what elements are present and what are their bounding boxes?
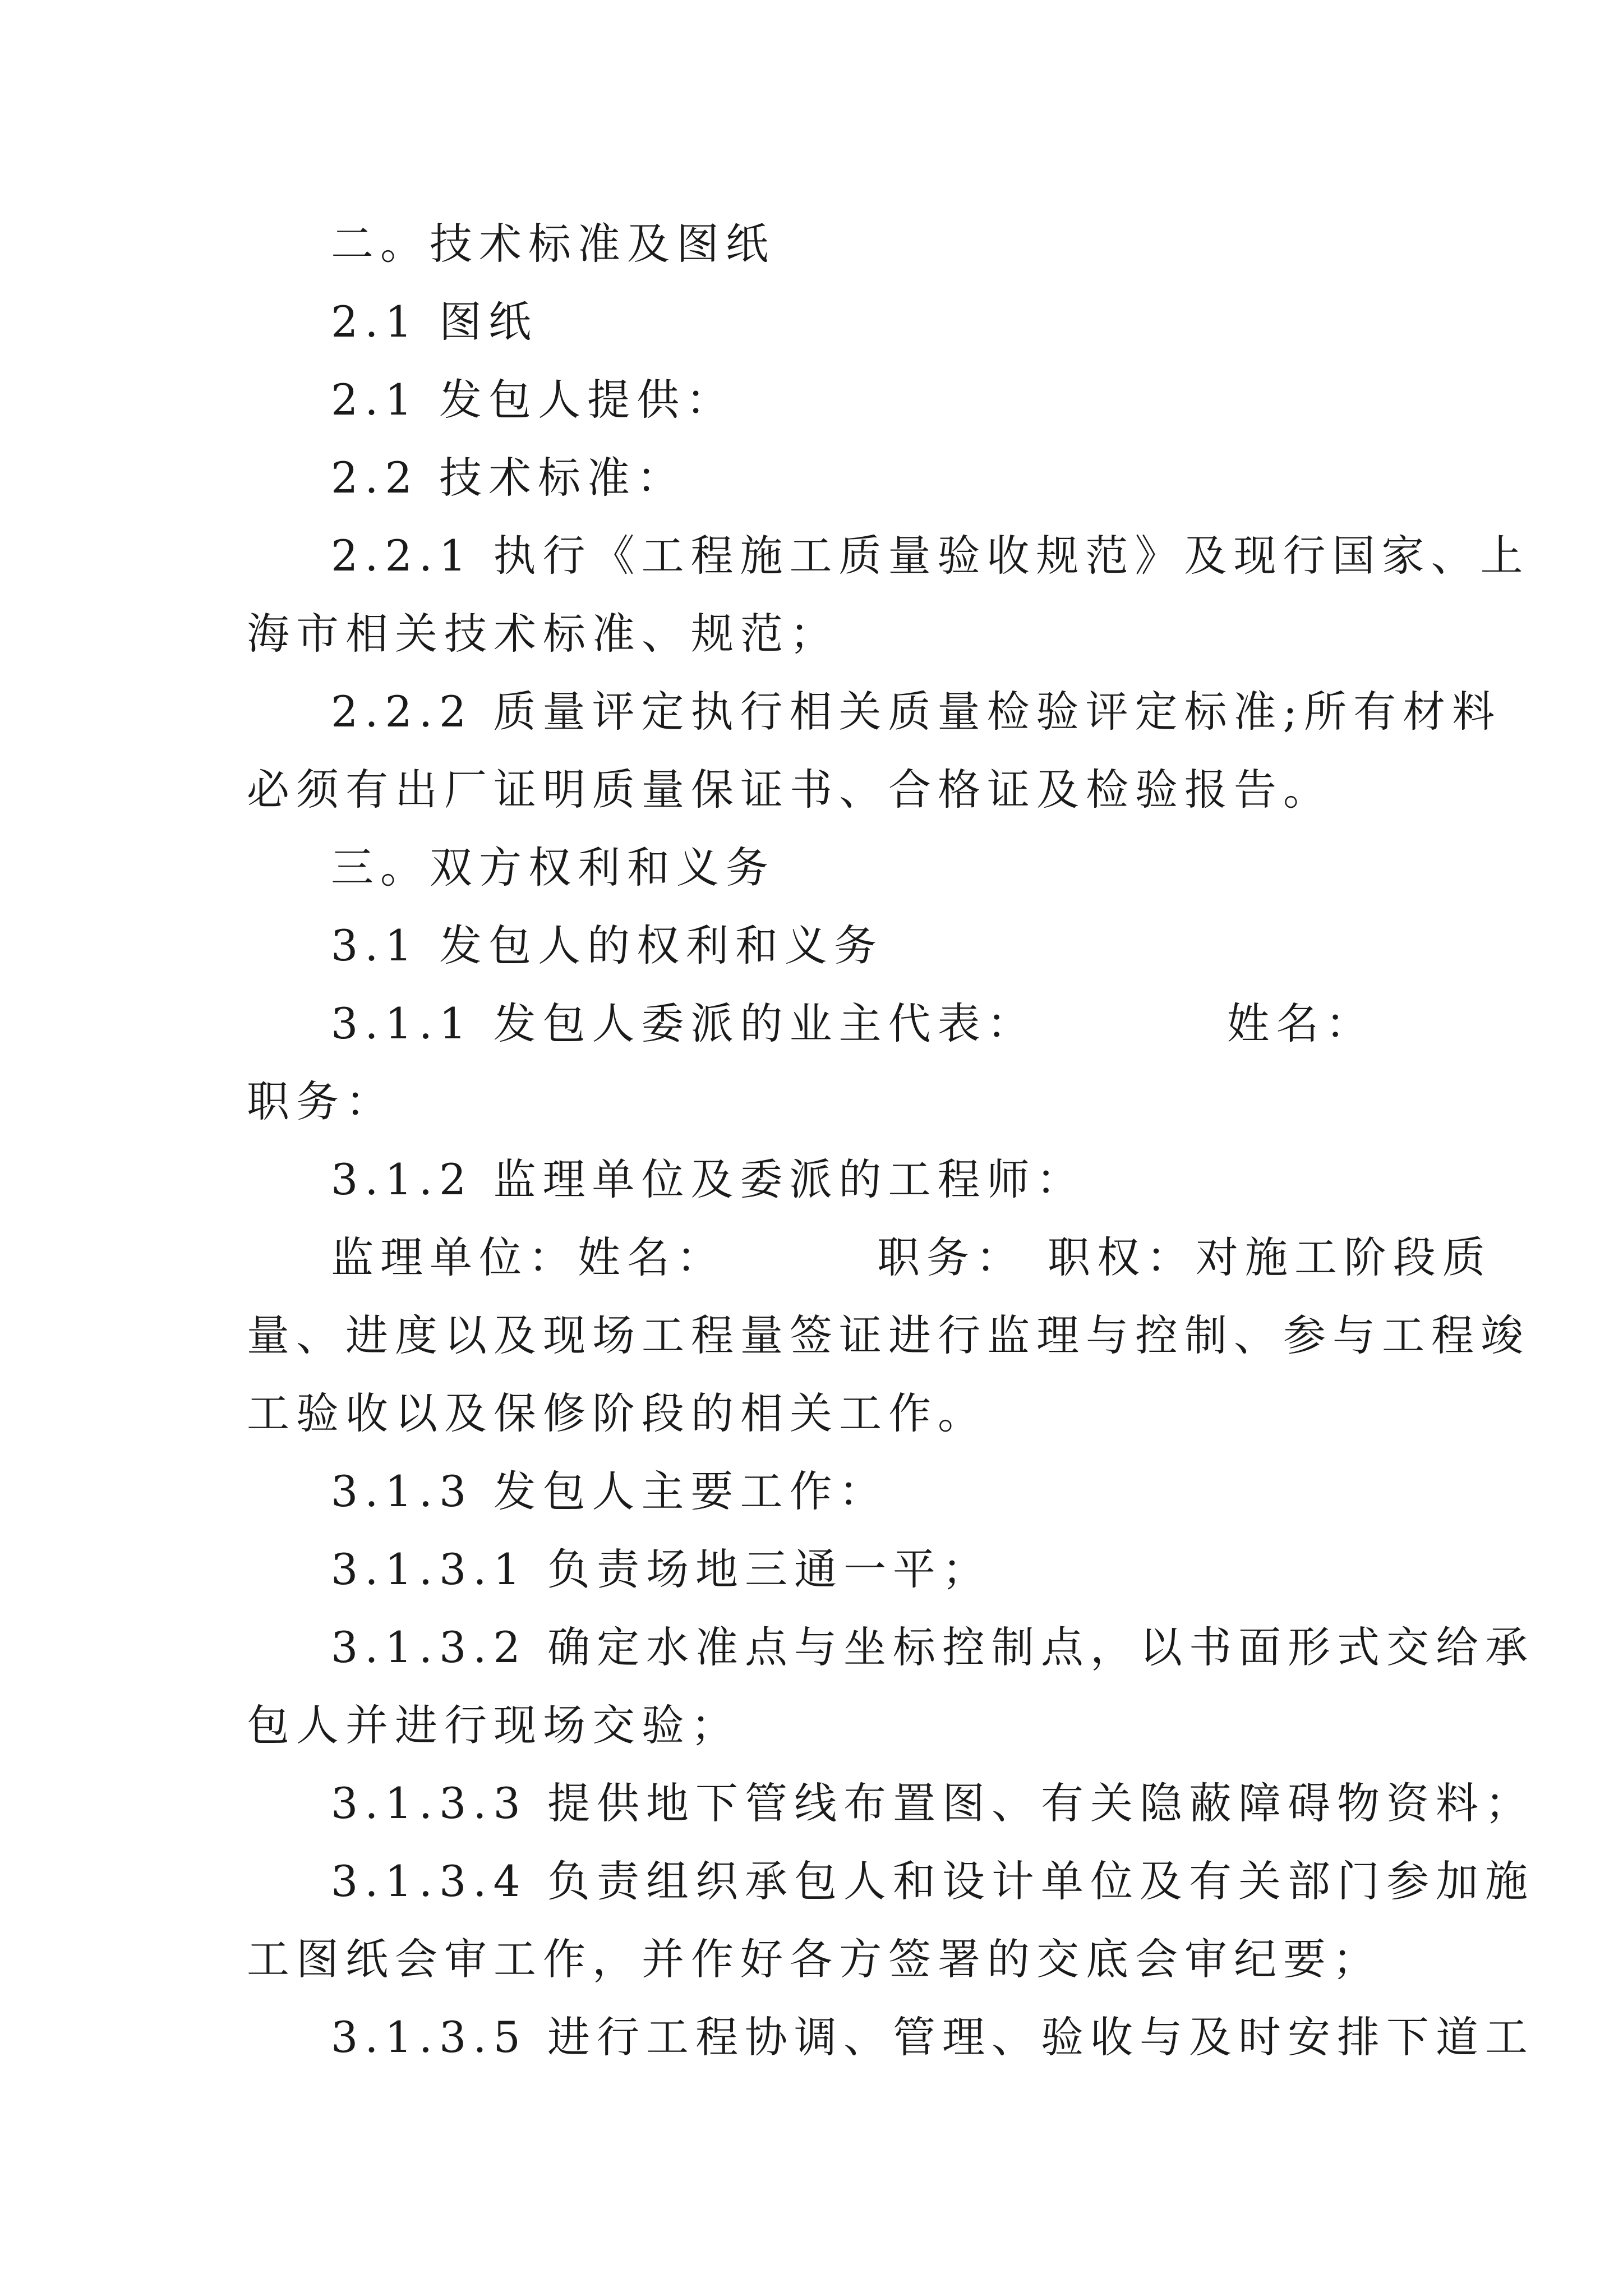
section-heading-2: 二。技术标准及图纸 <box>331 219 775 269</box>
supervisor-unit-name-label: 监理单位：姓名： <box>331 1232 726 1282</box>
clause-3-1-3-3: 3.1.3.3 提供地下管线布置图、有关隐蔽障碍物资料； <box>331 1778 1535 1828</box>
name-label: 姓名： <box>1227 999 1375 1048</box>
supervisor-position-label: 职务： <box>877 1232 1025 1282</box>
supervisor-line-1 <box>247 1218 1492 1296</box>
supervisor-line-2: 量、进度以及现场工程量签证进行监理与控制、参与工程竣 <box>247 1310 1530 1360</box>
clause-3-1-3-1: 3.1.3.1 负责场地三通一平； <box>331 1544 992 1594</box>
clause-2-2-2-line-1: 2.2.2 质量评定执行相关质量检验评定标准;所有材料 <box>331 687 1502 737</box>
clause-2-1-text: 2.1 发包人提供： <box>331 375 736 425</box>
supervisor-authority-text: 职权：对施工阶段质 <box>1048 1232 1492 1282</box>
clause-2-2-1-line-1: 2.2.1 执行《工程施工质量验收规范》及现行国家、上 <box>331 531 1530 581</box>
supervisor-line-3: 工验收以及保修阶段的相关工作。 <box>247 1388 987 1438</box>
clause-2-2-1-line-2: 海市相关技术标准、规范； <box>247 609 839 659</box>
clause-3-1-heading: 3.1 发包人的权利和义务 <box>331 921 884 970</box>
owner-representative-label: 3.1.1 发包人委派的业主代表： <box>331 999 1036 1048</box>
clause-3-1-1-line <box>247 984 1385 1062</box>
clause-3-1-2-heading: 3.1.2 监理单位及委派的工程师： <box>331 1154 1086 1204</box>
document-page <box>247 205 1535 2076</box>
clause-3-1-3-4-line-2: 工图纸会审工作，并作好各方签署的交底会审纪要； <box>247 1934 1382 1984</box>
clause-2-1-heading: 2.1 图纸 <box>331 297 538 347</box>
clause-2-2-2-line-2: 必须有出厂证明质量保证书、合格证及检验报告。 <box>247 765 1332 815</box>
clause-2-2-heading: 2.2 技术标准： <box>331 453 686 503</box>
clause-3-1-3-heading: 3.1.3 发包人主要工作： <box>331 1466 888 1516</box>
position-label: 职务： <box>247 1076 395 1126</box>
section-heading-3: 三。双方权利和义务 <box>331 843 775 892</box>
clause-3-1-3-4-line-1: 3.1.3.4 负责组织承包人和设计单位及有关部门参加施 <box>331 1856 1535 1906</box>
clause-3-1-3-2-line-1: 3.1.3.2 确定水准点与坐标控制点，以书面形式交给承 <box>331 1622 1535 1672</box>
clause-3-1-3-2-line-2: 包人并进行现场交验； <box>247 1700 740 1750</box>
clause-3-1-3-5-line-1: 3.1.3.5 进行工程协调、管理、验收与及时安排下道工 <box>331 2012 1535 2062</box>
